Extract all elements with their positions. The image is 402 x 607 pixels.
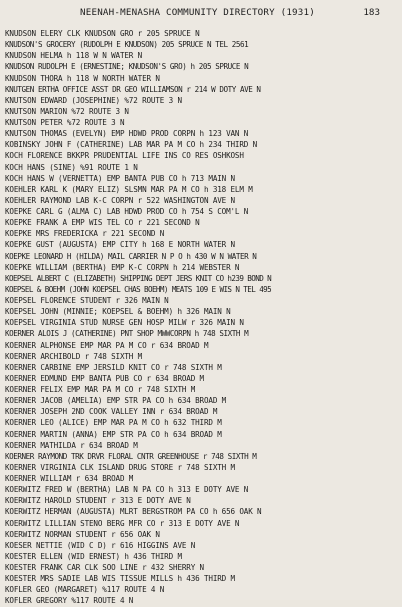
directory-entry: KOERWITZ LILLIAN STENO BERG MFR CO r 313 E DOTY AVE N xyxy=(5,518,240,528)
directory-entry: KOEHLER RAYMOND LAB K-C CORPN r 522 WASHINGTON AVE N xyxy=(5,195,235,205)
directory-entry: KNUTSON THOMAS (EVELYN) EMP HDWD PROD CORPN h 123 VAN N xyxy=(5,129,249,139)
directory-entry: KNUDSON RUDOLPH E (ERNESTINE; KNUDSON'S GRO) h 205 SPRUCE N xyxy=(5,62,249,72)
directory-entry: KNUDSON HELMA h 118 W N WATER N xyxy=(5,51,143,61)
directory-entry: KOERNER VIRGINIA CLK ISLAND DRUG STORE r 748 SIXTH M xyxy=(5,462,235,472)
directory-entries xyxy=(5,28,402,607)
directory-entry: KOERNER EDMUND EMP BANTA PUB CO r 634 BROAD M xyxy=(5,373,204,383)
directory-entry: KOEPKE MRS FREDERICKA r 221 SECOND N xyxy=(5,229,165,239)
directory-entry: KOERNER ALPHONSE EMP MAR PA M CO r 634 BROAD M xyxy=(5,340,209,350)
directory-entry: KOEPKE LEONARD H (HILDA) MAIL CARRIER N P O h 430 W N WATER N xyxy=(5,251,257,261)
directory-entry: KOEPSEL ALBERT C (ELIZABETH) SHIPPING DEPT JERS KNIT CO h239 BOND N xyxy=(5,273,272,283)
directory-entry: KOERNER MARTIN (ANNA) EMP STR PA CO h 634 BROAD M xyxy=(5,429,222,439)
directory-entry: KOERNER FELIX EMP MAR PA M CO r 748 SIXTH M xyxy=(5,385,196,394)
directory-entry: KOEPSEL FLORENCE STUDENT r 326 MAIN N xyxy=(5,296,169,305)
directory-entry: KOEPSEL JOHN (MINNIE; KOEPSEL & BOEHM) h 326 MAIN N xyxy=(5,307,231,317)
directory-entry: KOERWITZ HAROLD STUDENT r 313 E DOTY AVE N xyxy=(5,496,191,506)
directory-entry: KOEPKE FRANK A EMP WIS TEL CO r 221 SECOND N xyxy=(5,218,200,228)
directory-entry: KNUDSON THORA h 118 W NORTH WATER N xyxy=(5,73,160,83)
directory-entry: KOFLER GREGORY %117 ROUTE 4 N xyxy=(5,596,134,606)
directory-entry: KOERNER JACOB (AMELIA) EMP STR PA CO h 634 BROAD M xyxy=(5,396,227,406)
directory-entry: KOERNER ARCHIBOLD r 748 SIXTH M xyxy=(5,351,143,361)
directory-entry: KOERNER WILLIAM r 634 BROAD M xyxy=(5,474,134,483)
directory-entry: KOEPKE WILLIAM (BERTHA) EMP K-C CORPN h 214 WEBSTER N xyxy=(5,262,240,272)
page-number: 183 xyxy=(363,7,380,18)
directory-entry: KOERWITZ FRED W (BERTHA) LAB N PA CO h 313 E DOTY AVE N xyxy=(5,485,249,495)
directory-entry: KOCH HANS (SINE) %91 ROUTE 1 N xyxy=(5,162,138,172)
directory-entry: KNUDSON'S GROCERY (RUDOLPH E KNUDSON) 205 SPRUCE N TEL 2561 xyxy=(5,40,249,50)
directory-entry: KOERNER RAYMOND TRK DRVR FLORAL CNTR GREENHOUSE r 748 SIXTH M xyxy=(5,451,257,461)
directory-entry: KOESTER FRANK CAR CLK SOO LINE r 432 SHERRY N xyxy=(5,563,204,572)
directory-entry: KOERNER JOSEPH 2ND COOK VALLEY INN r 634 BROAD M xyxy=(5,407,218,417)
directory-entry: KNUTSON EDWARD (JOSEPHINE) %72 ROUTE 3 N xyxy=(5,95,182,105)
directory-entry: KOERNER MATHILDA r 634 BROAD M xyxy=(5,440,138,450)
directory-entry: KOEHLER KARL K (MARY ELIZ) SLSMN MAR PA M CO h 318 ELM M xyxy=(5,184,253,194)
directory-entry: KOERNER LEO (ALICE) EMP MAR PA M CO h 632 THIRD M xyxy=(5,418,222,428)
directory-entry: KOERNER ALOIS J (CATHERINE) PNT SHOP MWWCORPN h 748 SIXTH M xyxy=(5,329,249,339)
directory-entry: KOCH HANS W (VERNETTA) EMP BANTA PUB CO h 713 MAIN N xyxy=(5,173,235,183)
directory-entry: KOERWITZ HERMAN (AUGUSTA) MLRT BERGSTROM PA CO h 656 OAK N xyxy=(5,507,262,517)
directory-entry: KOERNER CARBINE EMP JERSILD KNIT CO r 748 SIXTH M xyxy=(5,362,222,372)
directory-entry: KOBINSKY JOHN F (CATHERINE) LAB MAR PA M CO h 234 THIRD N xyxy=(5,140,258,150)
directory-entry: KNUTGEN ERTHA OFFICE ASST DR GEO WILLIAMSON r 214 W DOTY AVE N xyxy=(5,84,261,94)
directory-entry: KOEPKE CARL G (ALMA C) LAB HDWD PROD CO h 754 S COM'L N xyxy=(5,207,249,216)
directory-entry: KOESTER ELLEN (WID ERNEST) h 436 THIRD M xyxy=(5,551,182,561)
directory-entry: KNUTSON PETER %72 ROUTE 3 N xyxy=(5,118,125,127)
directory-entry: KOESTER MRS SADIE LAB WIS TISSUE MILLS h 436 THIRD M xyxy=(5,574,235,584)
directory-entry: KOEPSEL & BOEHM (JOHN KOEPSEL CHAS BOEHM) MEATS 109 E WIS N TEL 495 xyxy=(5,284,272,294)
directory-entry: KOERWITZ NORMAN STUDENT r 656 OAK N xyxy=(5,529,160,539)
directory-entry: KNUDSON ELERY CLK KNUDSON GRO r 205 SPRUCE N xyxy=(5,29,200,38)
directory-entry: KOEPKE GUST (AUGUSTA) EMP CITY h 168 E NORTH WATER N xyxy=(5,240,235,250)
directory-entry: KOFLER GEO (MARGARET) %117 ROUTE 4 N xyxy=(5,585,165,595)
directory-entry: KNUTSON MARION %72 ROUTE 3 N xyxy=(5,106,129,116)
page-header xyxy=(0,7,402,21)
directory-entry: KOEPSEL VIRGINIA STUD NURSE GEN HOSP MILW r 326 MAIN N xyxy=(5,318,244,328)
directory-title: NEENAH-MENASHA COMMUNITY DIRECTORY (1931) xyxy=(80,7,315,18)
directory-entry: KOCH FLORENCE BKKPR PRUDENTIAL LIFE INS CO RES OSHKOSH xyxy=(5,151,244,161)
directory-entry: KOESER NETTIE (WID C D) r 616 HIGGINS AVE N xyxy=(5,540,196,550)
